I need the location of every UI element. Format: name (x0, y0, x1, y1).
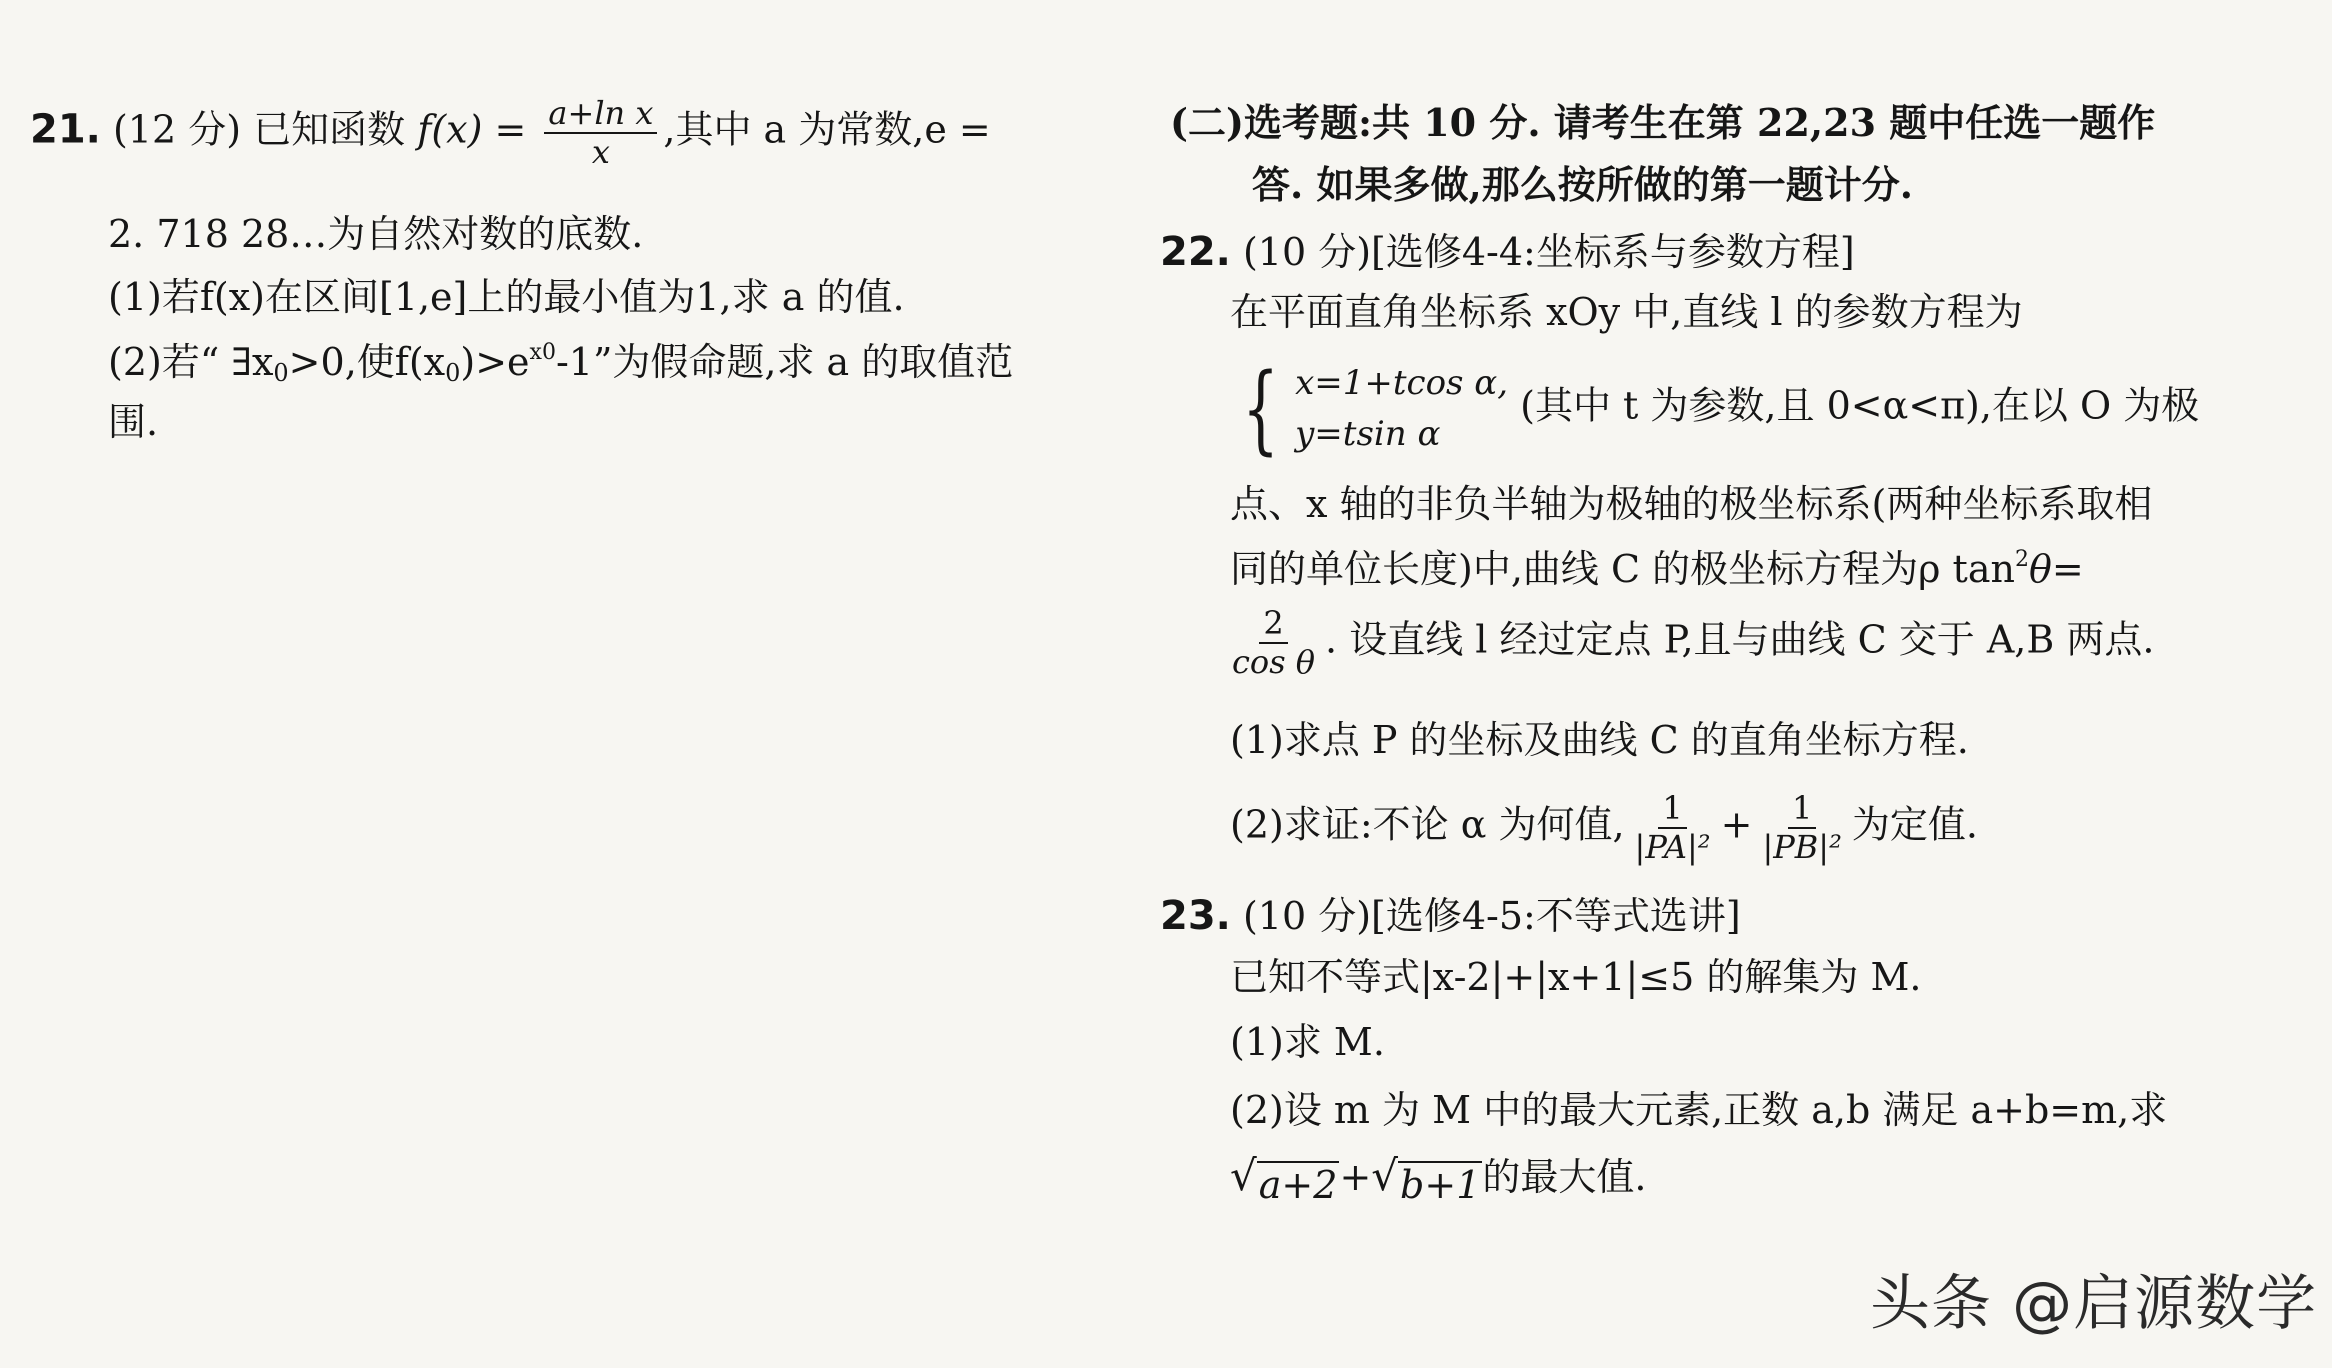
watermark: 头条 @启源数学 (1870, 1269, 2318, 1339)
fraction-pb-numerator: 1 (1788, 790, 1816, 829)
q22-part2-a: (2)求证:不论 α 为何值, (1230, 802, 1625, 847)
q21-number: 21. (30, 106, 101, 153)
sqrt-a-body: a+2 (1258, 1163, 1338, 1207)
sqrt-symbol: √ (1371, 1151, 1399, 1200)
q22-number: 22. (1160, 229, 1231, 275)
q22-header-line (1160, 228, 1855, 276)
q23-header: (10 分)[选修4-5:不等式选讲] (1242, 894, 1741, 938)
superscript-2: 2 (2014, 547, 2029, 572)
q22-part2-b: 为定值. (1851, 802, 1978, 847)
q21-part2-c: )>e (460, 340, 530, 384)
sqrt-b-body: b+1 (1400, 1163, 1481, 1207)
plus-sign: + (1339, 1155, 1372, 1199)
sqrt-a-plus-2 (1230, 1151, 1339, 1209)
sqrt-b-plus-1 (1371, 1151, 1482, 1209)
q22-line5 (1222, 605, 2154, 681)
q22-system-after: (其中 t 为参数,且 0<α<π),在以 O 为极 (1520, 383, 2200, 428)
q22-header: (10 分)[选修4-4:坐标系与参数方程] (1242, 230, 1855, 274)
q22-line4 (1230, 547, 2084, 593)
q23-number: 23. (1160, 893, 1231, 939)
q22-line4-end: θ= (2028, 547, 2084, 591)
q22-part1: (1)求点 P 的坐标及曲线 C 的直角坐标方程. (1230, 718, 1969, 762)
q21-frac-denominator: x (591, 132, 610, 171)
q21-part2 (108, 340, 1013, 388)
q21-part2-d: -1”为假命题,求 a 的取值范 (555, 340, 1014, 384)
plus-sign: + (1720, 802, 1753, 847)
q23-part1: (1)求 M. (1230, 1020, 1385, 1064)
q22-fraction (1228, 605, 1319, 681)
system-eq2: y=tsin α (1295, 414, 1441, 454)
q23-part2: (2)设 m 为 M 中的最大元素,正数 a,b 满足 a+b=m,求 (1230, 1088, 2168, 1132)
fraction-pa (1631, 790, 1715, 866)
system-eq1: x=1+tcos α, (1295, 363, 1509, 403)
fraction-pa-numerator: 1 (1658, 790, 1686, 829)
q21-after-frac: ,其中 a 为常数,e = (663, 107, 991, 152)
q21-part2-b: >0,使f(x (288, 340, 446, 384)
q21-line2: 2. 718 28…为自然对数的底数. (108, 212, 644, 256)
q22-part2 (1230, 790, 1978, 866)
q23-end: 的最大值. (1482, 1155, 1647, 1199)
q22-frac-denominator: cos θ (1232, 642, 1316, 681)
superscript-x0: x0 (529, 340, 556, 365)
q21-line1 (30, 95, 991, 171)
q21-intro: 已知函数 (253, 107, 406, 152)
q21-fx: f(x) = (417, 107, 527, 152)
brace-symbol: { (1242, 352, 1279, 465)
q23-part2-line2 (1230, 1151, 1647, 1209)
system-lines (1295, 358, 1508, 460)
q21-fraction (544, 95, 657, 171)
q21-part2-line2: 围. (108, 400, 159, 444)
subscript-0: 0 (273, 359, 289, 387)
section2-line1: (二)选考题:共 10 分. 请考生在第 22,23 题中任选一题作 (1170, 100, 2156, 145)
parametric-system (1230, 352, 1509, 465)
q22-line1: 在平面直角坐标系 xOy 中,直线 l 的参数方程为 (1230, 290, 2023, 334)
q22-line5-text: . 设直线 l 经过定点 P,且与曲线 C 交于 A,B 两点. (1325, 617, 2155, 662)
q22-line4-text: 同的单位长度)中,曲线 C 的极坐标方程为ρ tan (1230, 547, 2015, 591)
q22-frac-numerator: 2 (1259, 605, 1287, 644)
q23-header-line (1160, 892, 1741, 940)
q22-line3: 点、x 轴的非负半轴为极轴的极坐标系(两种坐标系取相 (1230, 482, 2153, 526)
q22-system-line (1230, 352, 2200, 465)
fraction-pb-denominator: |PB|² (1762, 827, 1842, 866)
q21-score: (12 分) (112, 107, 242, 152)
q21-frac-numerator: a+ln x (544, 95, 657, 134)
fraction-pa-denominator: |PA|² (1634, 827, 1711, 866)
fraction-pb (1758, 790, 1845, 866)
sqrt-symbol: √ (1230, 1151, 1257, 1200)
q21-part1: (1)若f(x)在区间[1,e]上的最小值为1,求 a 的值. (108, 275, 905, 319)
q23-line1: 已知不等式|x-2|+|x+1|≤5 的解集为 M. (1230, 955, 1922, 999)
section2-line2: 答. 如果多做,那么按所做的第一题计分. (1252, 162, 1913, 207)
q21-part2-a: (2)若“ ∃x (108, 340, 274, 384)
subscript-0: 0 (445, 359, 461, 387)
